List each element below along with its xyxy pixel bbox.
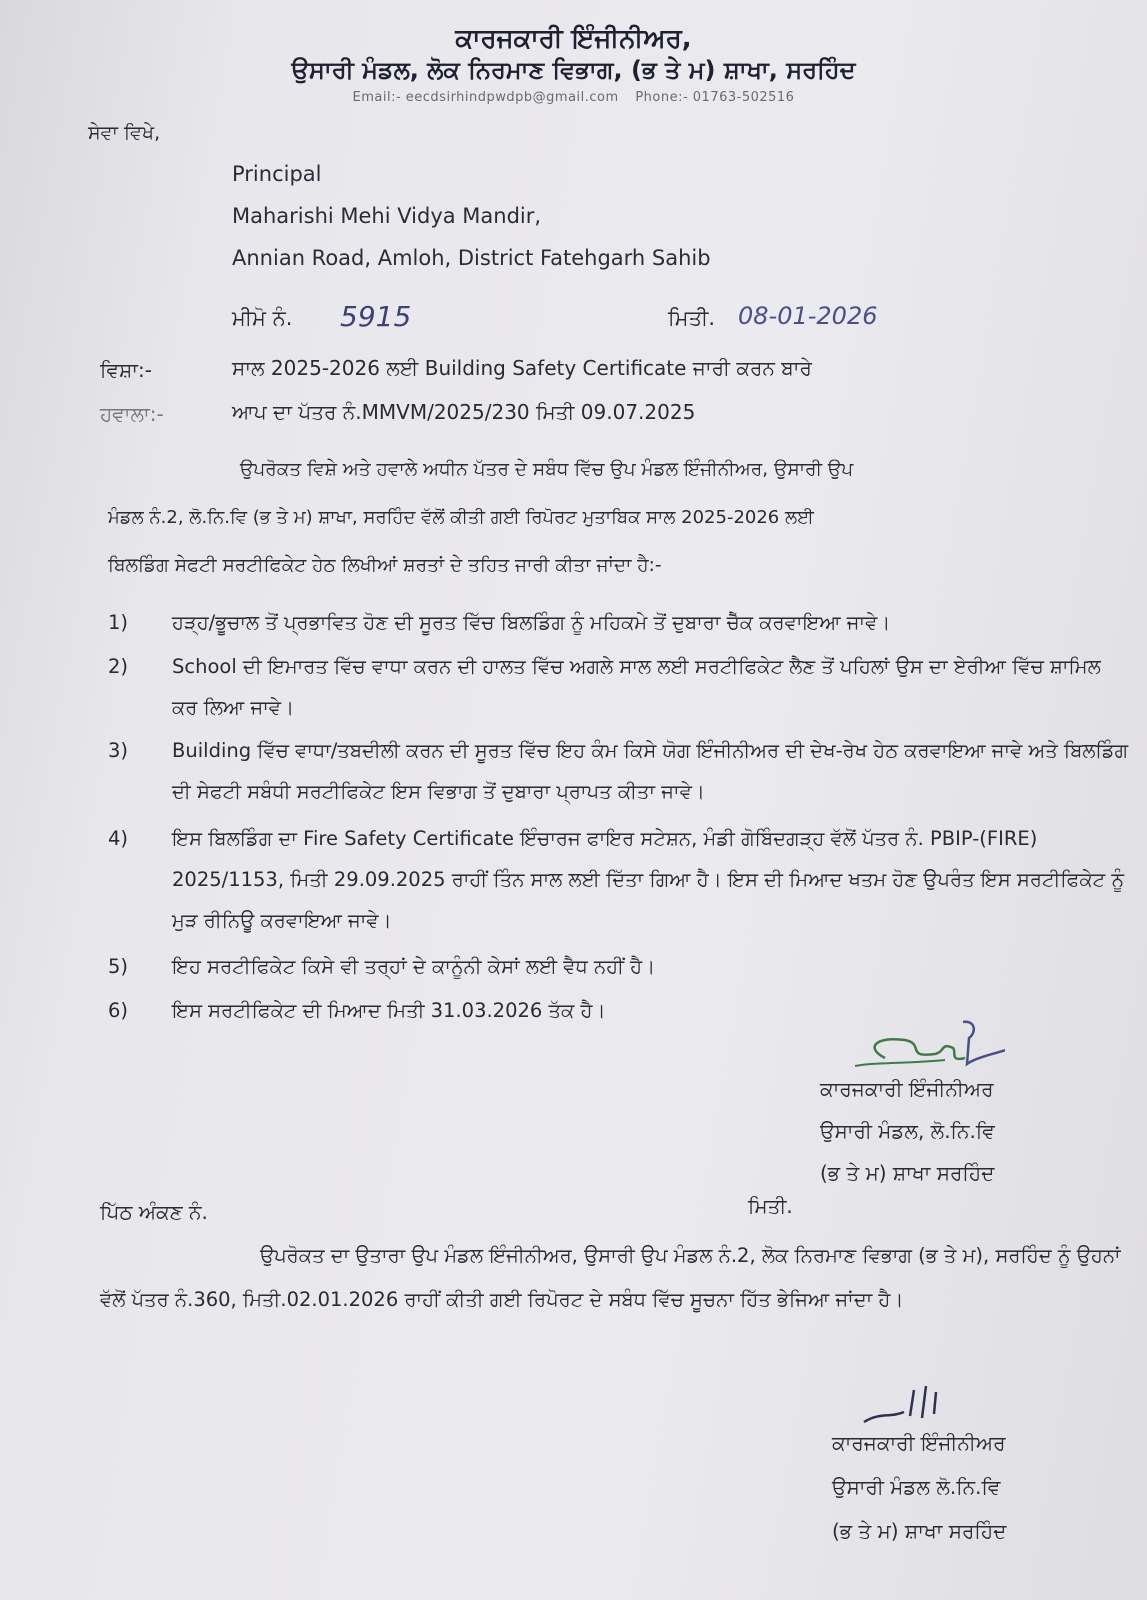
memo-date: 08-01-2026 [738, 302, 878, 330]
condition-text: ਇਹ ਸਰਟੀਫਿਕੇਟ ਕਿਸੇ ਵੀ ਤਰ੍ਹਾਂ ਦੇ ਕਾਨੂੰਨੀ ਕੇਸਾਂ ਲਈ ਵੈਧ ਨਹੀਂ ਹੈ। [172, 955, 656, 978]
subject-text: ਸਾਲ 2025-2026 ਲਈ Building Safety Certificate ਜਾਰੀ ਕਰਨ ਬਾਰੇ [232, 356, 812, 380]
intro-line-1: ਉਪਰੋਕਤ ਵਿਸ਼ੇ ਅਤੇ ਹਵਾਲੇ ਅਧੀਨ ਪੱਤਰ ਦੇ ਸਬੰਧ ਵਿੱਚ ਉਪ ਮੰਡਲ ਇੰਜੀਨੀਅਰ, ਉਸਾਰੀ ਉਪ [240, 459, 854, 480]
subject-label: ਵਿਸ਼ਾ:- [100, 358, 152, 382]
endorsement-date-label: ਮਿਤੀ. [748, 1194, 793, 1218]
condition-number: 2) [108, 655, 129, 678]
signature1-line-3: (ਭ ਤੇ ਮ) ਸ਼ਾਖਾ ਸਰਹਿੰਦ [820, 1161, 995, 1185]
condition-text: ਇਸ ਸਰਟੀਫਿਕੇਟ ਦੀ ਮਿਆਦ ਮਿਤੀ 31.03.2026 ਤੱਕ ਹੈ। [172, 999, 606, 1022]
signature1-line-2: ਉਸਾਰੀ ਮੰਡਲ, ਲੋ.ਨਿ.ਵਿ [820, 1119, 995, 1143]
letterhead-office: ਉਸਾਰੀ ਮੰਡਲ, ਲੋਕ ਨਿਰਮਾਣ ਵਿਭਾਗ, (ਭ ਤੇ ਮ) ਸ਼ਾਖਾ, ਸਰਹਿੰਦ [291, 56, 856, 84]
reference-text: ਆਪ ਦਾ ਪੱਤਰ ਨੰ.MMVM/2025/230 ਮਿਤੀ 09.07.2025 [232, 400, 696, 424]
condition-number: 6) [108, 999, 129, 1022]
addressee-line-2: Maharishi Mehi Vidya Mandir, [232, 204, 542, 228]
addressee-line-1: Principal [232, 162, 322, 186]
condition-text: Building ਵਿੱਚ ਵਾਧਾ/ਤਬਦੀਲੀ ਕਰਨ ਦੀ ਸੂਰਤ ਵਿੱਚ ਇਹ ਕੰਮ ਕਿਸੇ ਯੋਗ ਇੰਜੀਨੀਅਰ ਦੀ ਦੇਖ-ਰੇਖ ਹੇਠ ਕਰਵਾਇਆ ਜਾਵੇ ਅਤੇ ਬਿਲਡਿੰਗ ਦੀ ਸੇਫਟੀ ਸਬੰਧੀ ਸਰਟੀਫਿਕੇਟ ਇਸ ਵਿਭਾਗ ਤੋਂ ਦੁਬਾਰਾ ਪ੍ਰਾਪਤ ਕੀਤਾ ਜਾਵੇ। [172, 739, 1129, 803]
memo-number: 5915 [340, 300, 412, 333]
signature-scribble-1 [845, 1018, 1005, 1078]
memo-label: ਮੀਮੋ ਨੰ. [232, 306, 293, 330]
condition-text: ਹੜ੍ਹ/ਭੂਚਾਲ ਤੋਂ ਪ੍ਰਭਾਵਿਤ ਹੋਣ ਦੀ ਸੂਰਤ ਵਿੱਚ ਬਿਲਡਿੰਗ ਨੂੰ ਮਹਿਕਮੇ ਤੋਂ ਦੁਬਾਰਾ ਚੈੱਕ ਕਰਵਾਇਆ ਜਾਵੇ। [172, 611, 891, 634]
condition-number: 4) [108, 827, 129, 850]
condition-number: 1) [108, 611, 129, 634]
salutation: ਸੇਵਾ ਵਿਖੇ, [88, 122, 161, 144]
condition-number: 3) [108, 739, 129, 762]
reference-label: ਹਵਾਲਾ:- [100, 402, 164, 426]
memo-date-label: ਮਿਤੀ. [668, 306, 716, 330]
letterhead-contact [0, 90, 1147, 105]
signature1-line-1: ਕਾਰਜਕਾਰੀ ਇੰਜੀਨੀਅਰ [820, 1077, 994, 1101]
intro-line-3: ਬਿਲਡਿੰਗ ਸੇਫਟੀ ਸਰਟੀਫਿਕੇਟ ਹੇਠ ਲਿਖੀਆਂ ਸ਼ਰਤਾਂ ਦੇ ਤਹਿਤ ਜਾਰੀ ਕੀਤਾ ਜਾਂਦਾ ਹੈ:- [108, 555, 662, 576]
letterhead-phone: Phone:- 01763-502516 [635, 90, 795, 105]
endorsement-label: ਪਿੱਠ ਅੰਕਣ ਨੰ. [100, 1200, 208, 1224]
letterhead-title: ਕਾਰਜਕਾਰੀ ਇੰਜੀਨੀਅਰ, [455, 24, 692, 54]
intro-line-2: ਮੰਡਲ ਨੰ.2, ਲੋ.ਨਿ.ਵਿ (ਭ ਤੇ ਮ) ਸ਼ਾਖਾ, ਸਰਹਿੰਦ ਵੱਲੋਂ ਕੀਤੀ ਗਈ ਰਿਪੋਰਟ ਮੁਤਾਬਿਕ ਸਾਲ 2025-2026 ਲਈ [108, 507, 814, 528]
signature2-line-2: ਉਸਾਰੀ ਮੰਡਲ ਲੋ.ਨਿ.ਵਿ [832, 1475, 1001, 1499]
condition-text: ਇਸ ਬਿਲਡਿੰਗ ਦਾ Fire Safety Certificate ਇੰਚਾਰਜ ਫਾਇਰ ਸਟੇਸ਼ਨ, ਮੰਡੀ ਗੋਬਿੰਦਗੜ੍ਹ ਵੱਲੋਂ ਪੱਤਰ ਨੰ. PBIP-(FIRE) 2025/1153, ਮਿਤੀ 29.09.2025 ਰਾਹੀਂ ਤਿੰਨ ਸਾਲ ਲਈ ਦਿੱਤਾ ਗਿਆ ਹੈ। ਇਸ ਦੀ ਮਿਆਦ ਖਤਮ ਹੋਣ ਉਪਰੰਤ ਇਸ ਸਰਟੀਫਿਕੇਟ ਨੂੰ ਮੁੜ ਰੀਨਿਊ ਕਰਵਾਇਆ ਜਾਵੇ। [172, 827, 1125, 932]
addressee-line-3: Annian Road, Amloh, District Fatehgarh Sahib [232, 246, 711, 270]
signature2-line-1: ਕਾਰਜਕਾਰੀ ਇੰਜੀਨੀਅਰ [832, 1431, 1006, 1455]
letterhead-email: Email:- eecdsirhindpwdpb@gmail.com [352, 90, 619, 105]
endorsement-text: ਉਪਰੋਕਤ ਦਾ ਉਤਾਰਾ ਉਪ ਮੰਡਲ ਇੰਜੀਨੀਅਰ, ਉਸਾਰੀ ਉਪ ਮੰਡਲ ਨੰ.2, ਲੋਕ ਨਿਰਮਾਣ ਵਿਭਾਗ (ਭ ਤੇ ਮ), ਸਰਹਿੰਦ ਨੂੰ ਉਹਨਾਂ ਵੱਲੋਂ ਪੱਤਰ ਨੰ.360, ਮਿਤੀ.02.01.2026 ਰਾਹੀਂ ਕੀਤੀ ਗਈ ਰਿਪੋਰਟ ਦੇ ਸਬੰਧ ਵਿੱਚ ਸੂਚਨਾ ਹਿੱਤ ਭੇਜਿਆ ਜਾਂਦਾ ਹੈ। [100, 1244, 1121, 1311]
condition-number: 5) [108, 955, 129, 978]
signature2-line-3: (ਭ ਤੇ ਮ) ਸ਼ਾਖਾ ਸਰਹਿੰਦ [832, 1519, 1007, 1543]
condition-text: School ਦੀ ਇਮਾਰਤ ਵਿੱਚ ਵਾਧਾ ਕਰਨ ਦੀ ਹਾਲਤ ਵਿੱਚ ਅਗਲੇ ਸਾਲ ਲਈ ਸਰਟੀਫਿਕੇਟ ਲੈਣ ਤੋਂ ਪਹਿਲਾਂ ਉਸ ਦਾ ਏਰੀਆ ਵਿੱਚ ਸ਼ਾਮਿਲ ਕਰ ਲਿਆ ਜਾਵੇ। [172, 655, 1101, 719]
